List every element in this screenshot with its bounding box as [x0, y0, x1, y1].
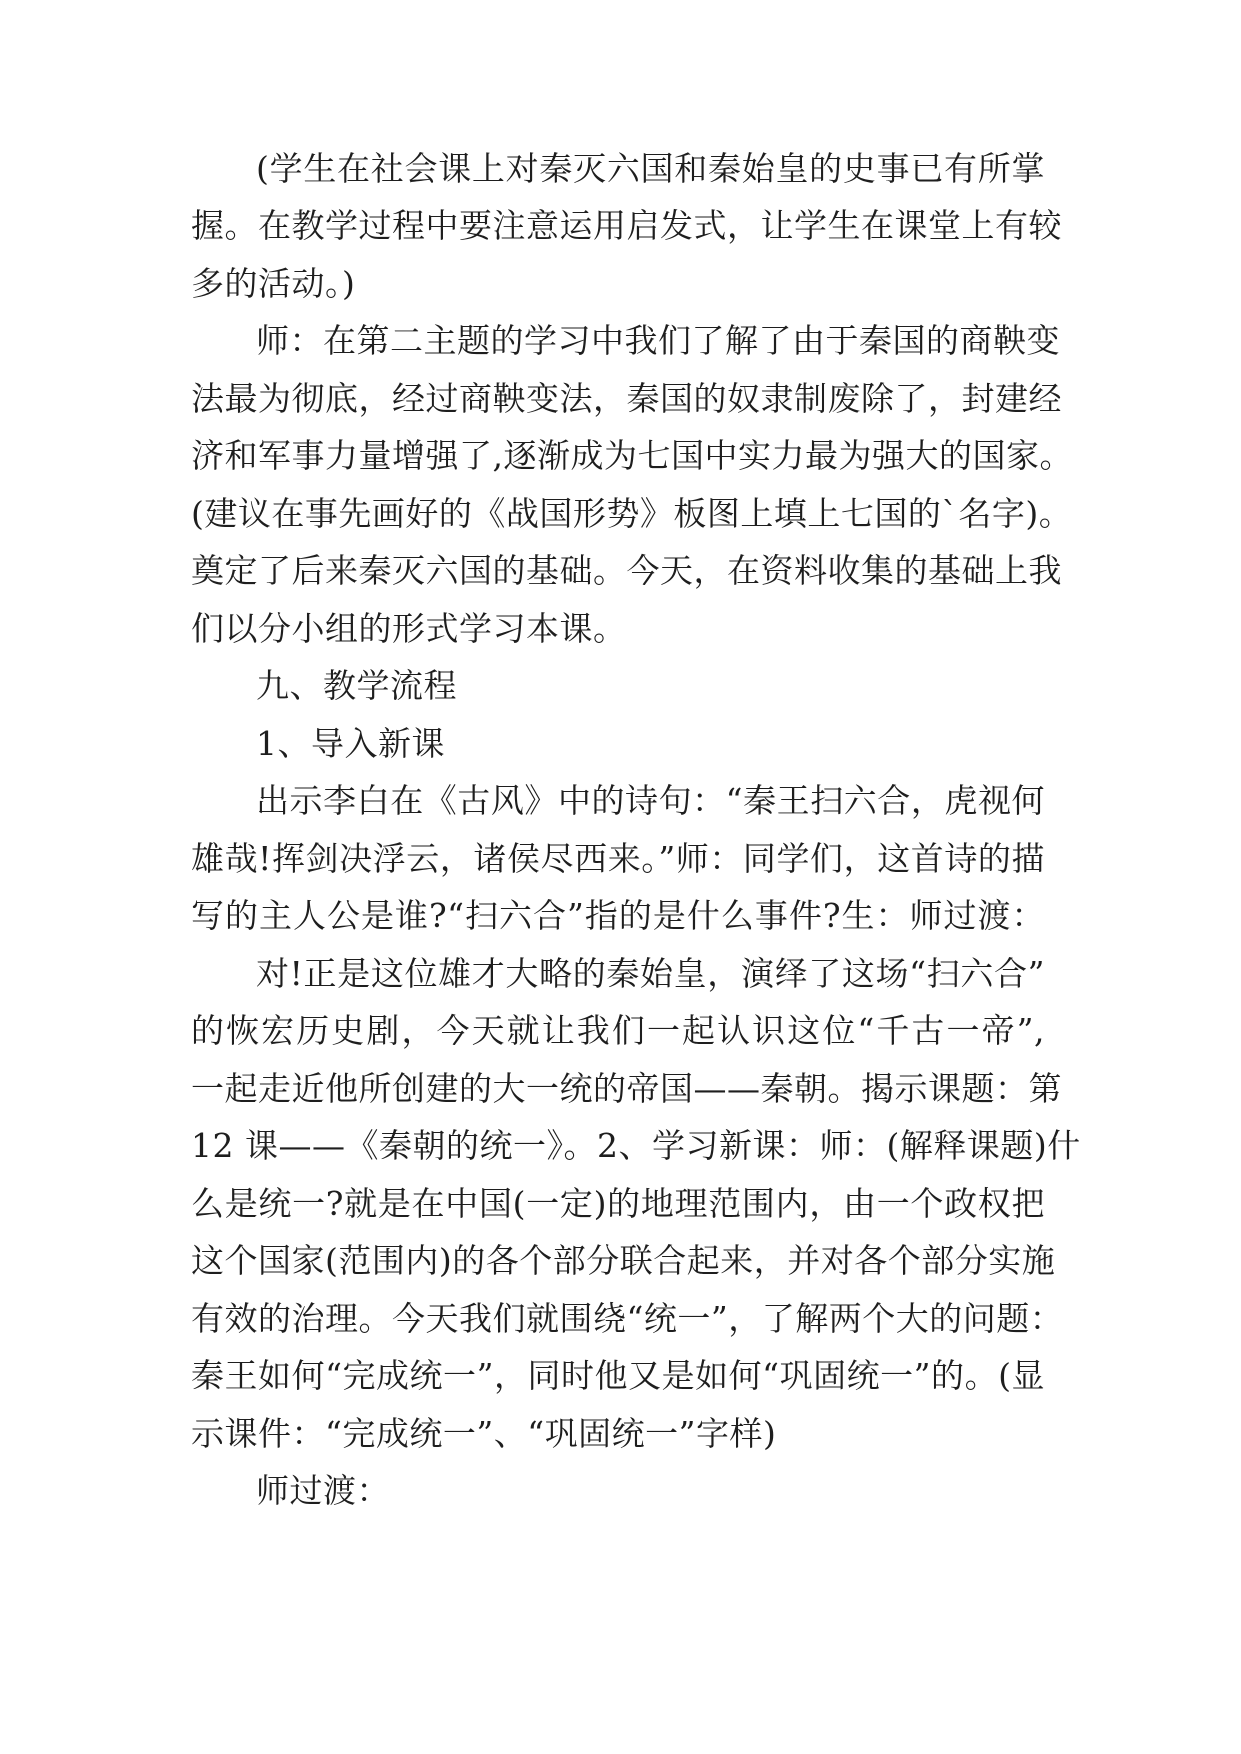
section-heading: 九、教学流程	[256, 666, 457, 705]
paragraph-line: 师：在第二主题的学习中我们了解了由于秦国的商鞅变	[256, 321, 1060, 360]
paragraph-line: 多的活动。)	[191, 264, 356, 303]
paragraph-line: 雄哉!挥剑决浮云，诸侯尽西来。”师：同学们，这首诗的描	[191, 839, 1045, 878]
paragraph-line: 么是统一?就是在中国(一定)的地理范围内，由一个政权把	[191, 1184, 1045, 1223]
paragraph-line: 一起走近他所创建的大一统的帝国——秦朝。揭示课题：第	[191, 1069, 1062, 1108]
paragraph-line: 示课件：“完成统一”、“巩固统一”字样)	[191, 1414, 777, 1453]
paragraph-line: (建议在事先画好的《战国形势》板图上填上七国的`名字)。	[191, 494, 1073, 533]
paragraph-line: 秦王如何“完成统一”，同时他又是如何“巩固统一”的。(显	[191, 1356, 1045, 1395]
paragraph-line: 们以分小组的形式学习本课。	[191, 609, 627, 648]
paragraph-line: 济和军事力量增强了,逐渐成为七国中实力最为强大的国家。	[191, 436, 1073, 475]
paragraph-line: 对!正是这位雄才大略的秦始皇，演绎了这场“扫六合”	[256, 954, 1045, 993]
paragraph-line: 法最为彻底，经过商鞅变法，秦国的奴隶制废除了，封建经	[191, 379, 1062, 418]
paragraph-line: 师过渡：	[256, 1471, 390, 1510]
paragraph-line: 12 课——《秦朝的统一》。2、学习新课：师：(解释课题)什	[191, 1126, 1081, 1165]
paragraph-line: 出示李白在《古风》中的诗句：“秦王扫六合，虎视何	[256, 781, 1045, 820]
subsection-heading: 1、导入新课	[256, 724, 445, 763]
paragraph-line: (学生在社会课上对秦灭六国和秦始皇的史事已有所掌	[256, 149, 1045, 188]
paragraph-line: 写的主人公是谁?“扫六合”指的是什么事件?生：师过渡：	[191, 896, 1045, 935]
paragraph-line: 有效的治理。今天我们就围绕“统一”，了解两个大的问题：	[191, 1299, 1064, 1338]
paragraph-line: 奠定了后来秦灭六国的基础。今天，在资料收集的基础上我	[191, 551, 1062, 590]
paragraph-line: 握。在教学过程中要注意运用启发式，让学生在课堂上有较	[191, 206, 1062, 245]
paragraph-line: 这个国家(范围内)的各个部分联合起来，并对各个部分实施	[191, 1241, 1056, 1280]
paragraph-line: 的恢宏历史剧，今天就让我们一起认识这位“千古一帝”,	[191, 1011, 1045, 1050]
